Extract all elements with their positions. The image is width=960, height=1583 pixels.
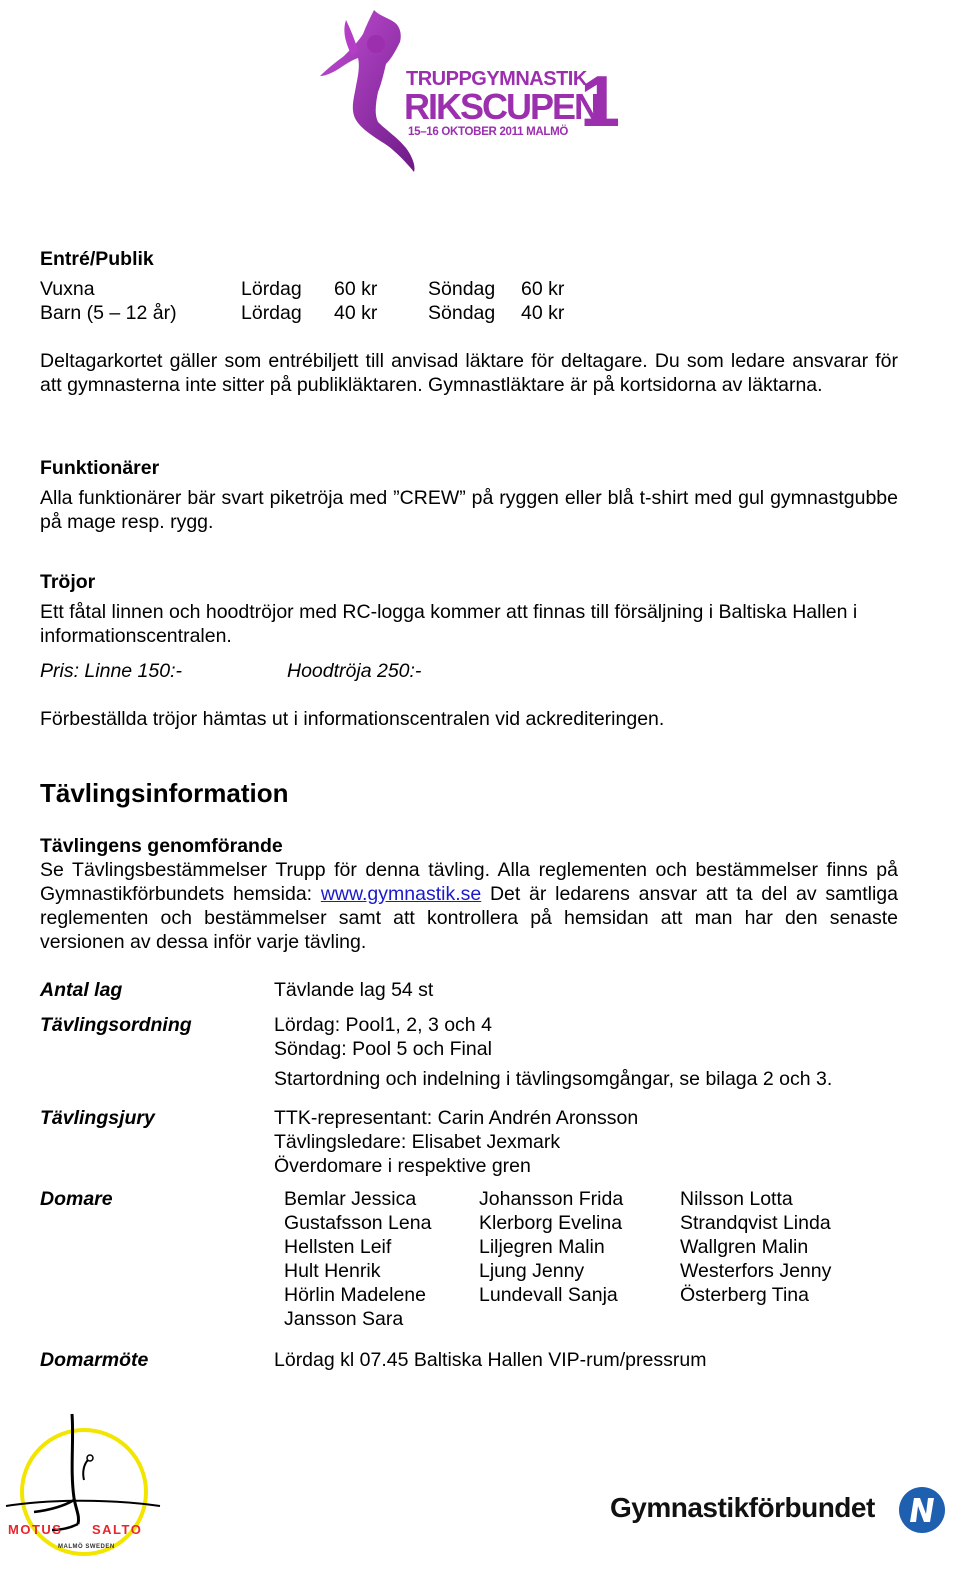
value-antal-lag: Tävlande lag 54 st [274,979,434,1001]
entre-row-price2: 60 kr [521,278,565,300]
motus-text: MOTUS [8,1522,63,1537]
trojor-pickup-text: Förbeställda tröjor hämtas ut i informationscentralen vid ackrediteringen. [40,708,665,730]
value-jury-line: TTK-representant: Carin Andrén Aronsson [274,1107,639,1129]
value-jury-line: Överdomare i respektive gren [274,1155,531,1177]
label-domarmote: Domarmöte [40,1349,149,1371]
entre-row-day1: Lördag [241,302,302,324]
entre-row-day2: Söndag [428,278,496,300]
list-item: Gustafsson Lena [284,1212,432,1234]
list-item: Johansson Frida [479,1188,624,1210]
entre-row-label: Vuxna [40,278,95,300]
trojor-paragraph: Ett fåtal linnen och hoodtröjor med RC-logga kommer att finnas till försäljning i Baltiska Hallen i informationscentralen. [40,601,858,647]
entre-paragraph: Deltagarkortet gäller som entrébiljett till anvisad läktare för deltagare. Du som ledare ansvarar för att gymnasterna inte sitter på publikläktaren. Gymnastläktare är på kortsidorna av läktarna. [40,350,898,396]
domare-column-1 [284,1187,431,1331]
list-item: Strandqvist Linda [680,1212,831,1234]
logo-dates: 15–16 OKTOBER 2011 MALMÖ [408,126,569,138]
subsection-title-genomforande: Tävlingens genomförande [40,835,283,857]
salto-text: SALTO [92,1522,143,1537]
gymnastikforbundet-name: Gymnastikförbundet [610,1492,875,1523]
list-item: Jansson Sara [284,1308,404,1330]
logo-title-line1: TRUPPGYMNASTIK [406,68,587,90]
motus-subtext: MALMÖ SWEDEN [58,1544,115,1550]
trojor-price-linne: Pris: Linne 150:- [40,660,182,682]
value-domarmote: Lördag kl 07.45 Baltiska Hallen VIP-rum/pressrum [274,1349,707,1371]
entre-row-day2: Söndag [428,302,496,324]
genomforande-paragraph [40,858,898,954]
value-startordning-note: Startordning och indelning i tävlingsomgångar, se bilaga 2 och 3. [274,1068,833,1090]
entre-row-label: Barn (5 – 12 år) [40,302,177,324]
list-item: Bemlar Jessica [284,1188,417,1210]
value-tavlingsordning-line: Söndag: Pool 5 och Final [274,1038,492,1060]
list-item: Liljegren Malin [479,1236,605,1258]
section-title-trojor: Tröjor [40,571,96,593]
label-tavlingsordning: Tävlingsordning [40,1014,192,1036]
motus-salto-logo [4,1410,164,1570]
section-title-tavlingsinformation: Tävlingsinformation [40,778,289,808]
domare-column-2 [479,1187,623,1307]
entre-row-day1: Lördag [241,278,302,300]
genomforande-text-before: Se Tävlingsbestämmelser Trupp för denna tävling. Alla reglementen och bestämmelser finns på Gymnastikförbundets hemsida: [40,859,898,905]
label-tavlingsjury: Tävlingsjury [40,1107,155,1129]
entre-row-price1: 40 kr [334,302,378,324]
gymnastik-website-link[interactable]: www.gymnastik.se [320,883,482,905]
list-item: Hellsten Leif [284,1236,392,1258]
list-item: Österberg Tina [680,1284,809,1306]
list-item: Lundevall Sanja [479,1284,618,1306]
list-item: Westerfors Jenny [680,1260,832,1282]
list-item: Hörlin Madelene [284,1284,426,1306]
logo-title-line2: RIKSCUPEN [404,86,599,127]
list-item: Klerborg Evelina [479,1212,623,1234]
trojor-price-hoodtroja: Hoodtröja 250:- [287,660,422,682]
section-title-funktionarer: Funktionärer [40,457,160,479]
list-item: Nilsson Lotta [680,1188,793,1210]
label-antal-lag: Antal lag [40,979,123,1001]
list-item: Ljung Jenny [479,1260,585,1282]
genomforande-text-after: Det är ledarens ansvar att ta del av samtliga reglementen och bestämmelser samt att kontrollera på hemsidan att man har den senaste versionen av dessa inför varje tävling. [40,883,898,953]
value-tavlingsordning-line: Lördag: Pool1, 2, 3 och 4 [274,1014,492,1036]
domare-column-3 [680,1187,831,1307]
list-item: Wallgren Malin [680,1236,809,1258]
section-title-entre: Entré/Publik [40,248,154,270]
list-item: Hult Henrik [284,1260,381,1282]
entre-row-price1: 60 kr [334,278,378,300]
logo-number: 1 [580,62,621,142]
gymnastikforbundet-logo [610,1484,950,1538]
entre-row-price2: 40 kr [521,302,565,324]
funktionarer-paragraph: Alla funktionärer bär svart piketröja med ”CREW” på ryggen eller blå t-shirt med gul gymnastgubbe på mage resp. rygg. [40,487,898,533]
value-jury-line: Tävlingsledare: Elisabet Jexmark [274,1131,561,1153]
rikscupen-logo [316,6,621,174]
gymnastikforbundet-emblem-icon [898,1486,946,1534]
label-domare: Domare [40,1188,113,1210]
